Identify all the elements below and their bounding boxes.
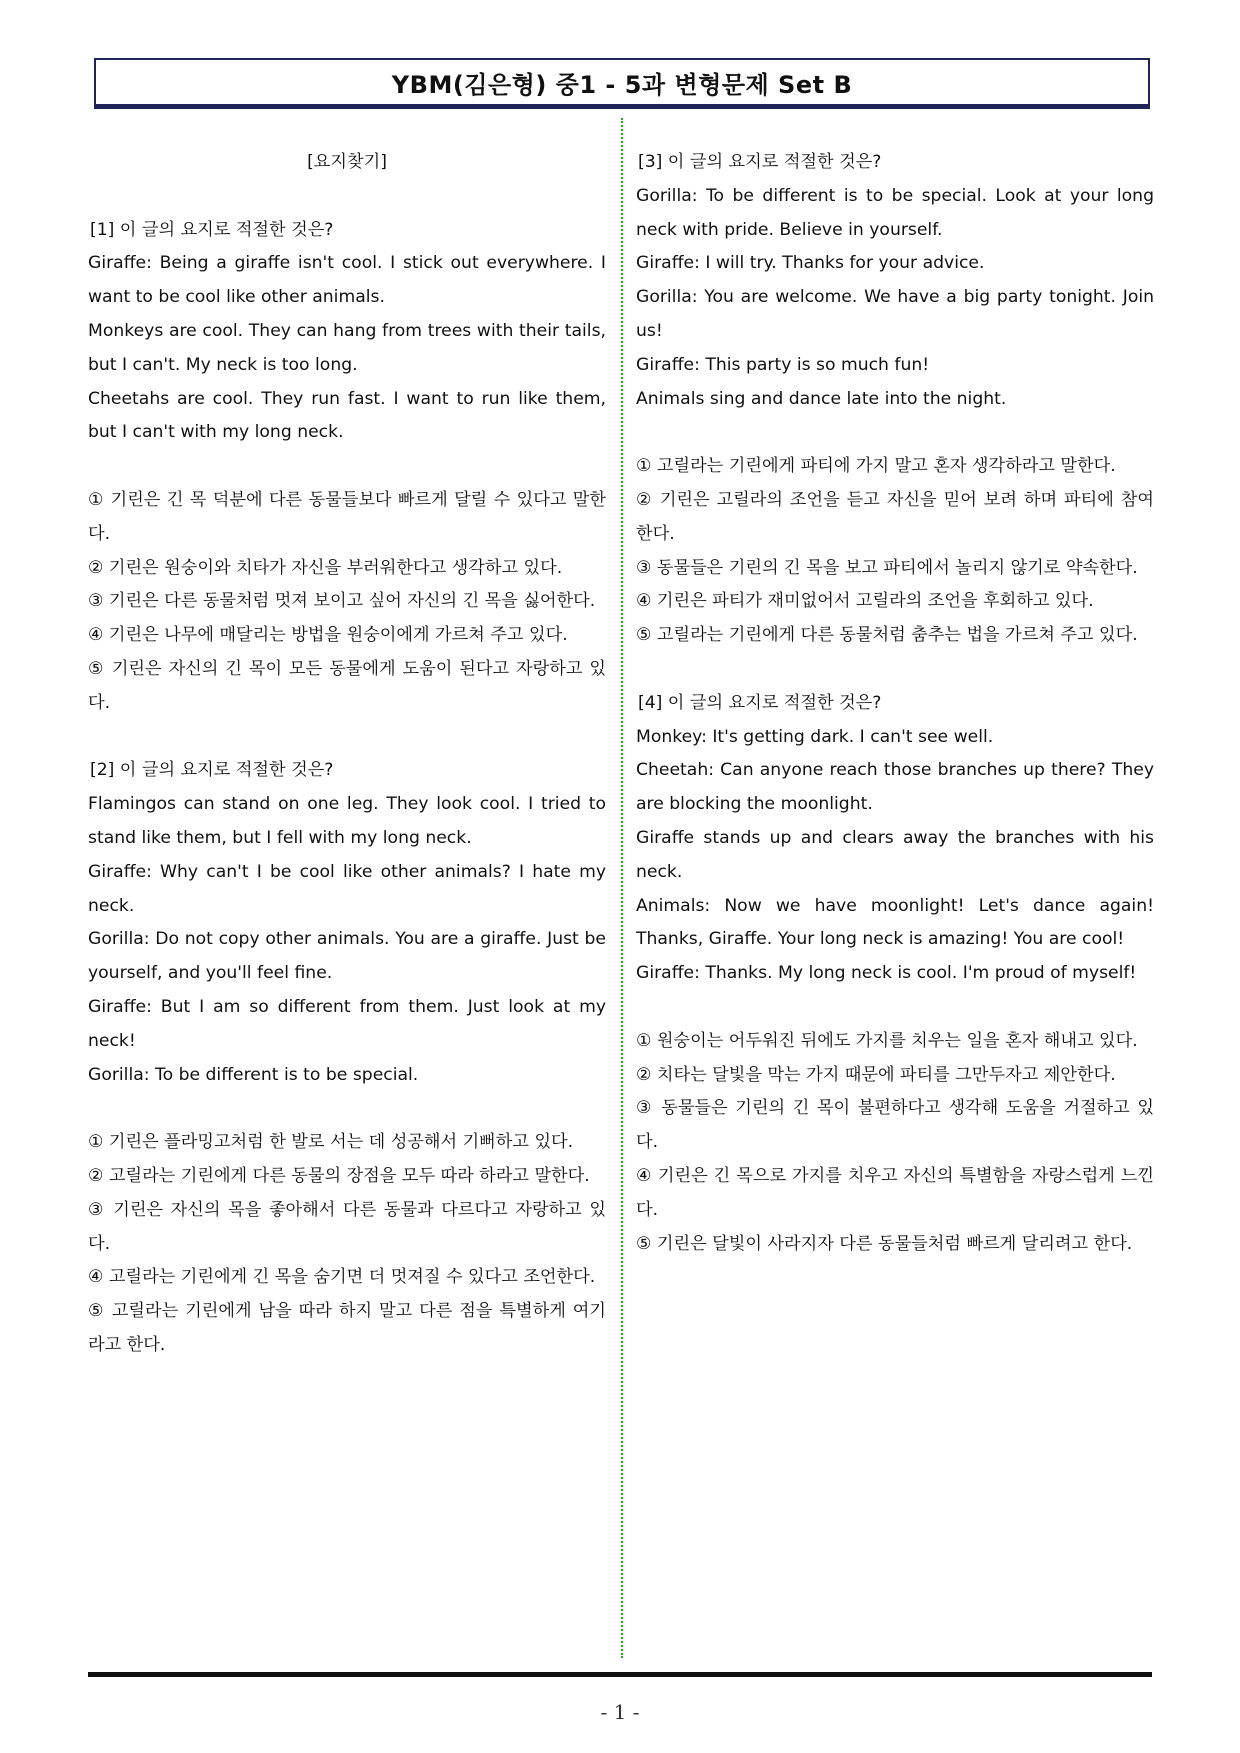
passage-line: Animals sing and dance late into the night.: [636, 388, 1007, 409]
passage-line: Gorilla: To be different is to be special.: [88, 1064, 419, 1085]
question-4: [636, 687, 1154, 1262]
answer-option[interactable]: ② 치타는 달빛을 막는 가지 때문에 파티를 그만두자고 제안한다.: [636, 1064, 1116, 1085]
answer-option[interactable]: ⑤ 고릴라는 기린에게 남을 따라 하지 말고 다른 점을 특별하게 여기라고 한다.: [88, 1301, 606, 1355]
answer-option[interactable]: ③ 기린은 다른 동물처럼 멋져 보이고 싶어 자신의 긴 목을 싫어한다.: [88, 591, 596, 612]
footer-rule: [88, 1672, 1152, 1677]
document-title: YBM(김은형) 중1 - 5과 변형문제 Set B: [94, 58, 1150, 106]
passage-line: Giraffe: Being a giraffe isn't cool. I stick out everywhere. I want to be cool like other animals.: [88, 253, 606, 308]
passage-line: Gorilla: Do not copy other animals. You are a giraffe. Just be yourself, and you'll feel fine.: [88, 929, 606, 984]
passage-line: Giraffe stands up and clears away the branches with his neck.: [636, 827, 1154, 882]
passage-line: Cheetahs are cool. They run fast. I want to run like them, but I can't with my long neck.: [88, 388, 606, 443]
question-1: [88, 214, 606, 721]
passage-line: Gorilla: To be different is to be special. Look at your long neck with pride. Believe in yourself.: [636, 185, 1154, 240]
column-divider: [621, 118, 623, 1658]
answer-option[interactable]: ① 원숭이는 어두워진 뒤에도 가지를 치우는 일을 혼자 해내고 있다.: [636, 1030, 1138, 1051]
passage-line: Cheetah: Can anyone reach those branches up there? They are blocking the moonlight.: [636, 760, 1154, 815]
page-number: - 1 -: [600, 1700, 640, 1724]
passage-line: Flamingos can stand on one leg. They look cool. I tried to stand like them, but I fell with my long neck.: [88, 794, 606, 848]
answer-option[interactable]: ④ 고릴라는 기린에게 긴 목을 숨기면 더 멋져질 수 있다고 조언한다.: [88, 1267, 596, 1288]
section-heading: [요지찾기]: [307, 152, 387, 172]
passage-line: Giraffe: But I am so different from them. Just look at my neck!: [88, 996, 606, 1051]
answer-option[interactable]: ③ 동물들은 기린의 긴 목을 보고 파티에서 놀리지 않기로 약속한다.: [636, 557, 1138, 578]
answer-option[interactable]: ④ 기린은 긴 목으로 가지를 치우고 자신의 특별함을 자랑스럽게 느낀다.: [636, 1165, 1154, 1220]
answer-option[interactable]: ③ 동물들은 기린의 긴 목이 불편하다고 생각해 도움을 거절하고 있다.: [636, 1098, 1154, 1153]
passage-line: Monkeys are cool. They can hang from trees with their tails, but I can't. My neck is too long.: [88, 320, 606, 375]
question-label: [3] 이 글의 요지로 적절한 것은?: [638, 152, 882, 172]
answer-option[interactable]: ④ 기린은 나무에 매달리는 방법을 원숭이에게 가르쳐 주고 있다.: [88, 625, 568, 646]
passage-line: Monkey: It's getting dark. I can't see well.: [636, 726, 994, 747]
answer-option[interactable]: ④ 기린은 파티가 재미없어서 고릴라의 조언을 후회하고 있다.: [636, 591, 1094, 612]
question-label: [2] 이 글의 요지로 적절한 것은?: [90, 760, 334, 781]
passage-line: Giraffe: This party is so much fun!: [636, 354, 930, 375]
answer-option[interactable]: ② 기린은 원숭이와 치타가 자신을 부러워한다고 생각하고 있다.: [88, 557, 563, 578]
passage-line: Gorilla: You are welcome. We have a big party tonight. Join us!: [636, 287, 1154, 341]
answer-option[interactable]: ① 고릴라는 기린에게 파티에 가지 말고 혼자 생각하라고 말한다.: [636, 456, 1116, 477]
passage-line: Giraffe: Why can't I be cool like other animals? I hate my neck.: [88, 861, 606, 916]
answer-option[interactable]: ③ 기린은 자신의 목을 좋아해서 다른 동물과 다르다고 자랑하고 있다.: [88, 1199, 606, 1254]
answer-option[interactable]: ① 기린은 긴 목 덕분에 다른 동물들보다 빠르게 달릴 수 있다고 말한다.: [88, 489, 606, 544]
right-column: [636, 146, 1154, 1261]
passage-line: Animals: Now we have moonlight! Let's dance again! Thanks, Giraffe. Your long neck is amazing! You are cool!: [636, 895, 1154, 950]
answer-option[interactable]: ⑤ 고릴라는 기린에게 다른 동물처럼 춤추는 법을 가르쳐 주고 있다.: [636, 625, 1138, 646]
passage-line: Giraffe: I will try. Thanks for your advice.: [636, 253, 985, 274]
left-column: [88, 146, 606, 1363]
answer-option[interactable]: ⑤ 기린은 자신의 긴 목이 모든 동물에게 도움이 된다고 자랑하고 있다.: [88, 658, 606, 713]
question-label: [1] 이 글의 요지로 적절한 것은?: [90, 219, 334, 240]
answer-option[interactable]: ② 기린은 고릴라의 조언을 듣고 자신을 믿어 보려 하며 파티에 참여한다.: [636, 489, 1154, 544]
question-3: [636, 146, 1154, 653]
answer-option[interactable]: ② 고릴라는 기린에게 다른 동물의 장점을 모두 따라 하라고 말한다.: [88, 1165, 590, 1186]
passage-line: Giraffe: Thanks. My long neck is cool. I'm proud of myself!: [636, 963, 1137, 984]
answer-option[interactable]: ⑤ 기린은 달빛이 사라지자 다른 동물들처럼 빠르게 달리려고 한다.: [636, 1233, 1133, 1254]
question-2: [88, 754, 606, 1362]
question-label: [4] 이 글의 요지로 적절한 것은?: [638, 692, 882, 713]
answer-option[interactable]: ① 기린은 플라밍고처럼 한 발로 서는 데 성공해서 기뻐하고 있다.: [88, 1132, 574, 1153]
